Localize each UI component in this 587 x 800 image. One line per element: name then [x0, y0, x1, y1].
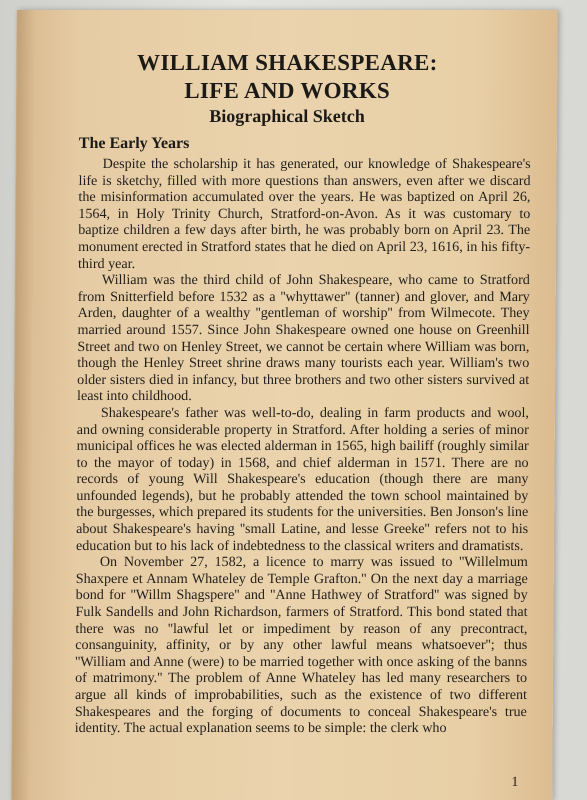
- section-heading: The Early Years: [78, 135, 190, 152]
- subtitle: Biographical Sketch: [209, 106, 365, 126]
- body-text: [75, 156, 531, 737]
- page-gutter-shadow: [12, 10, 36, 800]
- title-line-1: WILLIAM SHAKESPEARE:: [137, 50, 438, 75]
- paragraph-1: Despite the scholarship it has generated, our knowledge of Shakespeare's life is sketchy, filled with more questions than answers, even after we discard the misinformation accumulated over the years. He was baptized on April 26, 1564, in Holy Trinity Church, Stratford-on-Avon. As it was customary to baptize children a few days after birth, he was probably born on April 23. The monument erected in Stratford states that he died on April 23, 1616, in his fifty-third year.: [77, 156, 531, 272]
- page-number: 1: [511, 775, 519, 790]
- paragraph-4: On November 27, 1582, a licence to marry was issued to ''Willelmum Shaxpere et Annam Whateley de Temple Grafton.'' On the next day a marriage bond for ''Willm Shagspere'' and ''Anne Hathwey of Stratford'' was signed by Fulk Sandells and John Richardson, farmers of Stratford. This bond stated that there was no ''lawful let or impediment by reason of any precontract, consanguinity, affinity, or by any other lawful means whatsoever''; thus ''William and Anne (were) to be married together with once asking of the banns of matrimony.'' The problem of Anne Whateley has led many researchers to argue all kinds of improbabilities, such as the existence of two different Shakespeares and the forging of documents to conceal Shakespeare's true identity. The actual explanation seems to be simple: the clerk who: [74, 554, 528, 737]
- book-page: [11, 10, 558, 800]
- title-line-2: LIFE AND WORKS: [184, 78, 391, 103]
- paragraph-3: Shakespeare's father was well-to-do, dealing in farm products and wool, and owning considerable property in Stratford. After holding a series of minor municipal offices he was elected alderman in 1565, high bailiff (roughly similar to the mayor of today) in 1568, and chief alderman in 1571. There are no records of young Will Shakespeare's education (though there are many unfounded legends), but he probably attended the town school maintained by the burgesses, which prepared its students for the universities. Ben Jonson's line about Shakespeare's having ''small Latine, and lesse Greeke'' refers not to his education but to his lack of indebtedness to the classical writers and dramatists.: [75, 404, 530, 554]
- paragraph-2: William was the third child of John Shakespeare, who came to Stratford from Snitterfield before 1532 as a ''whyttawer'' (tanner) and glover, and Mary Arden, daughter of a wealthy ''gentleman of worship'' from Wilmecote. They married around 1557. Since John Shakespeare owned one house on Greenhill Street and two on Henley Street, we cannot be certain where William was born, though the Henley Street shrine draws many tourists each year. William's two older sisters died in infancy, but three brothers and two other sisters survived at least into childhood.: [77, 272, 530, 405]
